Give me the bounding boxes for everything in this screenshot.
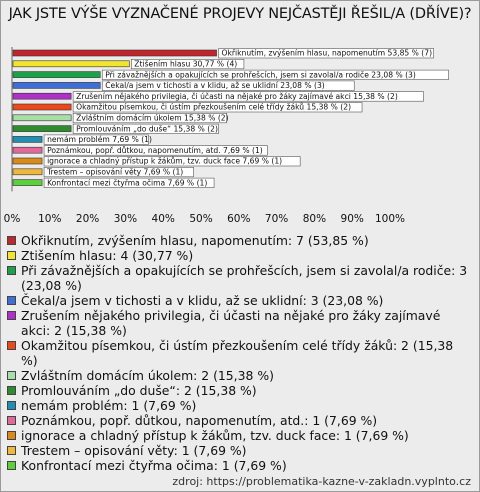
x-tick-label: 20%	[75, 213, 100, 225]
legend-item	[6, 383, 472, 398]
legend-item	[6, 308, 472, 338]
x-tick-label: 60%	[227, 213, 251, 225]
legend-label: Poznámkou, popř. důtkou, napomenutím, atd.: 1 (7,69 %)	[21, 413, 378, 428]
legend-item	[6, 413, 472, 428]
bar-label: nemám problém 7,69 % (1)	[47, 135, 152, 145]
x-tick-label: 40%	[151, 213, 175, 225]
legend-label: Okamžitou písemkou, či ústím přezkoušením celé třídy žáků: 2 (15,38 %)	[21, 338, 454, 368]
legend-label: Čekal/a jsem v tichosti a v klidu, až se uklidní: 3 (23,08 %)	[21, 293, 384, 308]
legend-item	[6, 443, 472, 458]
x-tick-label: 10%	[38, 213, 62, 225]
legend-item	[6, 233, 472, 248]
bar-12	[13, 169, 42, 175]
source-credit: zdroj: https://problematika-kazne-v-zakladn.vyplnto.cz	[172, 475, 471, 488]
legend-item	[6, 293, 472, 308]
bar-10	[13, 147, 42, 153]
chart-title: JAK JSTE VÝŠE VYZNAČENÉ PROJEVY NEJČASTĚJI ŘEŠIL/A (DŘÍVE)?	[8, 6, 472, 22]
bar-4	[13, 82, 100, 88]
legend-label: Ztišením hlasu: 4 (30,77 %)	[21, 248, 194, 263]
legend-swatch	[7, 446, 16, 455]
legend-label: Konfrontací mezi čtyřma očima: 1 (7,69 %)	[21, 458, 287, 473]
legend-item	[6, 368, 472, 383]
bar-label: Poznámkou, popř. důtkou, napomenutím, atd. 7,69 % (1)	[47, 145, 263, 155]
legend-label: Trestem – opisování věty: 1 (7,69 %)	[21, 443, 247, 458]
bar-label: Trestem – opisování věty 7,69 % (1)	[47, 167, 184, 177]
x-tick-label: 100%	[374, 213, 406, 225]
bar-1	[13, 50, 217, 56]
x-tick-label: 80%	[302, 213, 327, 225]
bar-6	[13, 104, 71, 110]
legend-swatch	[7, 311, 16, 320]
bar-label: ignorace a chladný přístup k žákům, tzv. duck face 7,69 % (1)	[47, 156, 283, 166]
legend-item	[6, 398, 472, 413]
bar-3	[13, 72, 100, 78]
bar-label: Okřiknutím, zvýšením hlasu, napomenutím 53,85 % (7)	[221, 48, 433, 58]
legend-item	[6, 263, 472, 293]
legend-swatch	[7, 266, 16, 275]
chart-legend	[6, 233, 472, 473]
x-tick-label: 50%	[189, 213, 213, 225]
legend-label: Zvláštním domácím úkolem: 2 (15,38 %)	[21, 368, 274, 383]
legend-label: Při závažnějších a opakujících se prohřešcích, jsem si zavolal/a rodiče: 3 (23,08 %)	[21, 263, 468, 293]
bar-label: Promlouváním „do duše“ 15,38 % (2)	[76, 124, 218, 134]
bar-chart	[0, 0, 480, 232]
bar-5	[13, 93, 71, 99]
bar-label: Ztišením hlasu 30,77 % (4)	[134, 59, 238, 69]
legend-label: Promlouváním „do duše“: 2 (15,38 %)	[21, 383, 257, 398]
legend-item	[6, 248, 472, 263]
legend-swatch	[7, 416, 16, 425]
x-tick-label: 0%	[3, 213, 21, 225]
bar-label: Zrušením nějakého privilegia, či účasti na nějaké pro žáky zajímavé akci 15,38 % (2)	[76, 91, 398, 101]
legend-label: Okřiknutím, zvýšením hlasu, napomenutím: 7 (53,85 %)	[21, 233, 369, 248]
legend-item	[6, 338, 472, 368]
bar-13	[13, 180, 42, 186]
legend-label: nemám problém: 1 (7,69 %)	[21, 398, 197, 413]
legend-swatch	[7, 251, 16, 260]
x-tick-label: 90%	[340, 213, 364, 225]
x-tick-label: 70%	[264, 213, 289, 225]
bar-8	[13, 126, 71, 132]
legend-label: ignorace a chladný přístup k žákům, tzv. duck face: 1 (7,69 %)	[21, 428, 409, 443]
legend-swatch	[7, 386, 16, 395]
bar-2	[13, 61, 129, 67]
bar-label: Zvláštním domácím úkolem 15,38 % (2)	[76, 113, 229, 123]
legend-label: Zrušením nějakého privilegia, či účasti na nějaké pro žáky zajímavé akci: 2 (15,38 %)	[21, 308, 441, 338]
x-tick-label: 30%	[113, 213, 138, 225]
bar-7	[13, 115, 71, 121]
legend-item	[6, 428, 472, 443]
bar-9	[13, 136, 42, 142]
legend-swatch	[7, 431, 16, 440]
bar-11	[13, 158, 42, 164]
bar-label: Při závažnějších a opakujících se prohřešcích, jsem si zavolal/a rodiče 23,08 % (3)	[105, 70, 416, 80]
legend-swatch	[7, 296, 16, 305]
legend-item	[6, 458, 472, 473]
bar-label: Okamžitou písemkou, či ústím přezkoušením celé třídy žáků 15,38 % (2)	[76, 102, 352, 112]
legend-swatch	[7, 461, 16, 470]
legend-swatch	[7, 236, 16, 245]
legend-swatch	[7, 371, 16, 380]
legend-swatch	[7, 341, 16, 350]
bar-label: Čekal/a jsem v tichosti a v klidu, až se uklidní 23,08 % (3)	[105, 81, 325, 91]
legend-swatch	[7, 401, 16, 410]
bar-label: Konfrontací mezi čtyřma očima 7,69 % (1)	[47, 178, 208, 188]
